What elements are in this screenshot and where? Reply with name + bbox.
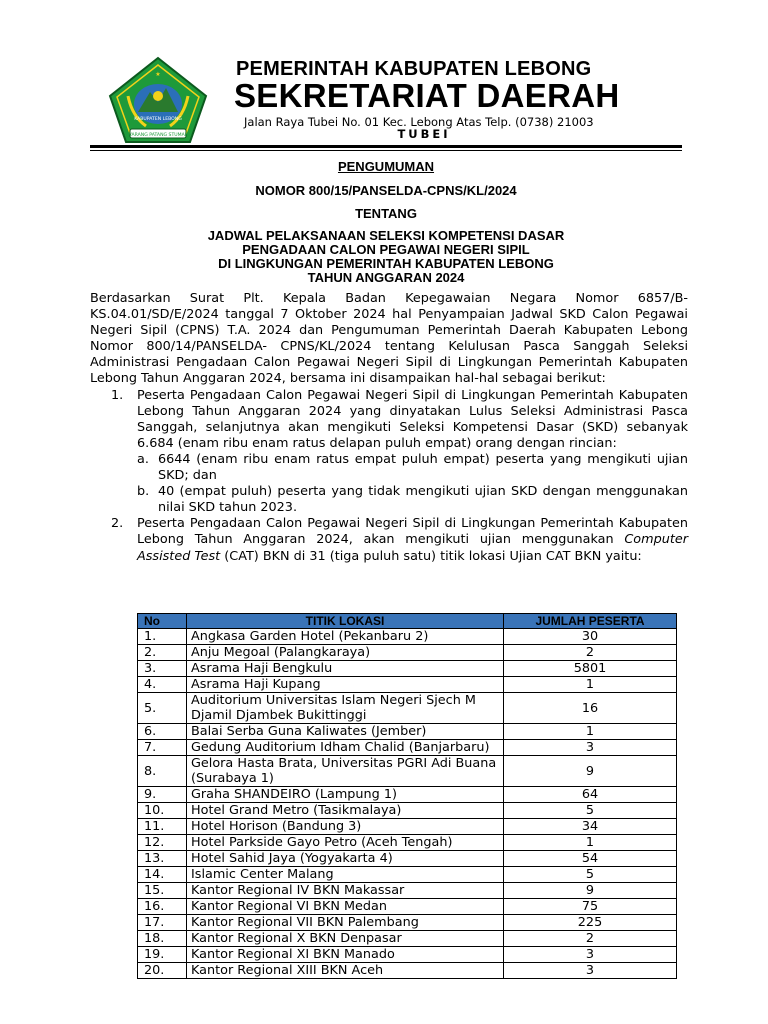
sub-point-a	[137, 452, 688, 484]
government-name: PEMERINTAH KABUPATEN LEBONG	[236, 58, 592, 80]
header-divider-thin	[90, 150, 682, 151]
column-header-no: No	[138, 614, 187, 629]
row-count: 5	[504, 803, 677, 819]
header-divider-thick	[90, 145, 682, 148]
sub-point-b	[137, 484, 688, 516]
row-location: Kantor Regional VII BKN Palembang	[187, 915, 504, 931]
table-row	[138, 645, 677, 661]
table-row	[138, 883, 677, 899]
table-row	[138, 867, 677, 883]
table-row	[138, 787, 677, 803]
row-count: 9	[504, 883, 677, 899]
row-number: 13.	[138, 851, 187, 867]
table-row	[138, 803, 677, 819]
row-location: Gelora Hasta Brata, Universitas PGRI Adi Buana (Surabaya 1)	[187, 756, 504, 787]
row-location: Asrama Haji Bengkulu	[187, 661, 504, 677]
sub-point-letter: b.	[137, 484, 150, 500]
table-row	[138, 629, 677, 645]
table-body	[138, 629, 677, 979]
table-row	[138, 677, 677, 693]
intro-paragraph: Berdasarkan Surat Plt. Kepala Badan Kepegawaian Negara Nomor 6857/B-KS.04.01/SD/E/2024 tanggal 7 Oktober 2024 hal Penyampaian Jadwal SKD Calon Pegawai Negeri Sipil (CPNS) T.A. 2024 dan Pengumuman Pemerintah Daerah Kabupaten Lebong Nomor 800/14/PANSELDA- CPNS/KL/2024 tentang Kelulusan Pasca Sanggah Seleksi Administrasi Pengadaan Calon Pegawai Negeri Sipil di Lingkungan Pemerintah Kabupaten Lebong Tahun Anggaran 2024, bersama ini disampaikan hal-hal sebagai berikut:	[90, 291, 688, 387]
point-2	[90, 516, 688, 564]
test-locations-table	[137, 613, 677, 979]
row-number: 12.	[138, 835, 187, 851]
announcement-body	[90, 291, 688, 565]
row-number: 2.	[138, 645, 187, 661]
announcement-heading: PENGUMUMAN	[337, 159, 435, 174]
point-number: 2.	[111, 516, 124, 532]
row-count: 2	[504, 645, 677, 661]
subject-line: JADWAL PELAKSANAAN SELEKSI KOMPETENSI DASAR	[207, 228, 565, 243]
svg-text:★: ★	[155, 71, 161, 78]
announcement-about: TENTANG	[355, 206, 417, 221]
point-number: 1.	[111, 387, 124, 403]
row-count: 54	[504, 851, 677, 867]
row-location: Kantor Regional X BKN Denpasar	[187, 931, 504, 947]
row-number: 11.	[138, 819, 187, 835]
row-count: 1	[504, 835, 677, 851]
row-count: 225	[504, 915, 677, 931]
table-row	[138, 835, 677, 851]
row-number: 6.	[138, 724, 187, 740]
table-row	[138, 931, 677, 947]
announcement-number: NOMOR 800/15/PANSELDA-CPNS/KL/2024	[255, 183, 517, 198]
row-number: 4.	[138, 677, 187, 693]
row-location: Auditorium Universitas Islam Negeri Sjech M Djamil Djambek Bukittinggi	[187, 693, 504, 724]
row-number: 15.	[138, 883, 187, 899]
subject-line: PENGADAAN CALON PEGAWAI NEGERI SIPIL	[242, 242, 530, 257]
row-count: 30	[504, 629, 677, 645]
column-header-count: JUMLAH PESERTA	[504, 614, 677, 629]
row-count: 1	[504, 724, 677, 740]
subject-line: DI LINGKUNGAN PEMERINTAH KABUPATEN LEBONG	[218, 256, 554, 271]
table-row	[138, 947, 677, 963]
sub-points-list	[137, 452, 688, 516]
row-number: 5.	[138, 693, 187, 724]
row-number: 20.	[138, 963, 187, 979]
table-row	[138, 756, 677, 787]
row-location: Hotel Sahid Jaya (Yogyakarta 4)	[187, 851, 504, 867]
row-location: Kantor Regional IV BKN Makassar	[187, 883, 504, 899]
table-row	[138, 899, 677, 915]
row-number: 8.	[138, 756, 187, 787]
announcement-titles	[90, 160, 682, 285]
point-text: (CAT) BKN di 31 (tiga puluh satu) titik lokasi Ujian CAT BKN yaitu:	[224, 548, 642, 564]
row-location: Asrama Haji Kupang	[187, 677, 504, 693]
svg-text:SWARANG PATANG STUMANG: SWARANG PATANG STUMANG	[124, 133, 192, 138]
row-number: 7.	[138, 740, 187, 756]
row-number: 16.	[138, 899, 187, 915]
office-address: Jalan Raya Tubei No. 01 Kec. Lebong Atas Telp. (0738) 21003	[244, 115, 594, 129]
table-row	[138, 740, 677, 756]
sub-point-text: 6644 (enam ribu enam ratus empat puluh empat) peserta yang mengikuti ujian SKD; dan	[158, 451, 688, 484]
row-count: 34	[504, 819, 677, 835]
row-number: 10.	[138, 803, 187, 819]
row-count: 9	[504, 756, 677, 787]
row-location: Kantor Regional XIII BKN Aceh	[187, 963, 504, 979]
table-row	[138, 693, 677, 724]
row-location: Angkasa Garden Hotel (Pekanbaru 2)	[187, 629, 504, 645]
row-number: 17.	[138, 915, 187, 931]
row-location: Balai Serba Guna Kaliwates (Jember)	[187, 724, 504, 740]
row-number: 18.	[138, 931, 187, 947]
row-count: 5	[504, 867, 677, 883]
row-location: Islamic Center Malang	[187, 867, 504, 883]
row-count: 16	[504, 693, 677, 724]
table-row	[138, 915, 677, 931]
letterhead	[0, 0, 768, 160]
office-city: TUBEI	[397, 127, 451, 141]
svg-text:KABUPATEN LEBONG: KABUPATEN LEBONG	[134, 117, 182, 122]
row-number: 1.	[138, 629, 187, 645]
point-text: Peserta Pengadaan Calon Pegawai Negeri Sipil di Lingkungan Pemerintah Kabupaten Lebong Tahun Anggaran 2024 yang dinyatakan Lulus Seleksi Administrasi Pasca Sanggah, selanjutnya akan mengikuti Seleksi Kompetensi Dasar (SKD) sebanyak 6.684 (enam ribu enam ratus delapan puluh empat) orang dengan rincian:	[137, 387, 688, 451]
point-1	[90, 388, 688, 517]
table-header-row	[138, 614, 677, 629]
row-count: 3	[504, 740, 677, 756]
row-location: Kantor Regional VI BKN Medan	[187, 899, 504, 915]
row-count: 3	[504, 947, 677, 963]
table-row	[138, 724, 677, 740]
office-name: SEKRETARIAT DAERAH	[234, 77, 620, 114]
row-count: 5801	[504, 661, 677, 677]
row-number: 14.	[138, 867, 187, 883]
row-location: Gedung Auditorium Idham Chalid (Banjarbaru)	[187, 740, 504, 756]
table-row	[138, 661, 677, 677]
row-number: 9.	[138, 787, 187, 803]
row-count: 75	[504, 899, 677, 915]
row-count: 2	[504, 931, 677, 947]
table-row	[138, 963, 677, 979]
row-location: Hotel Grand Metro (Tasikmalaya)	[187, 803, 504, 819]
row-number: 19.	[138, 947, 187, 963]
row-count: 64	[504, 787, 677, 803]
row-count: 3	[504, 963, 677, 979]
row-location: Hotel Horison (Bandung 3)	[187, 819, 504, 835]
sub-point-letter: a.	[137, 451, 149, 467]
row-number: 3.	[138, 661, 187, 677]
table-row	[138, 819, 677, 835]
column-header-location: TITIK LOKASI	[187, 614, 504, 629]
row-location: Graha SHANDEIRO (Lampung 1)	[187, 787, 504, 803]
subject-line: TAHUN ANGGARAN 2024	[307, 270, 465, 285]
row-location: Hotel Parkside Gayo Petro (Aceh Tengah)	[187, 835, 504, 851]
row-count: 1	[504, 677, 677, 693]
row-location: Kantor Regional XI BKN Manado	[187, 947, 504, 963]
points-list	[90, 388, 688, 565]
point-text-italic: Computer Assisted Test	[137, 532, 688, 564]
table-row	[138, 851, 677, 867]
row-location: Anju Megoal (Palangkaraya)	[187, 645, 504, 661]
sub-point-text: 40 (empat puluh) peserta yang tidak mengikuti ujian SKD dengan menggunakan nilai SKD tahun 2023.	[158, 484, 688, 516]
point-text: Peserta Pengadaan Calon Pegawai Negeri Sipil di Lingkungan Pemerintah Kabupaten Lebong Tahun Anggaran 2024, akan mengikuti ujian menggunakan	[137, 516, 688, 548]
